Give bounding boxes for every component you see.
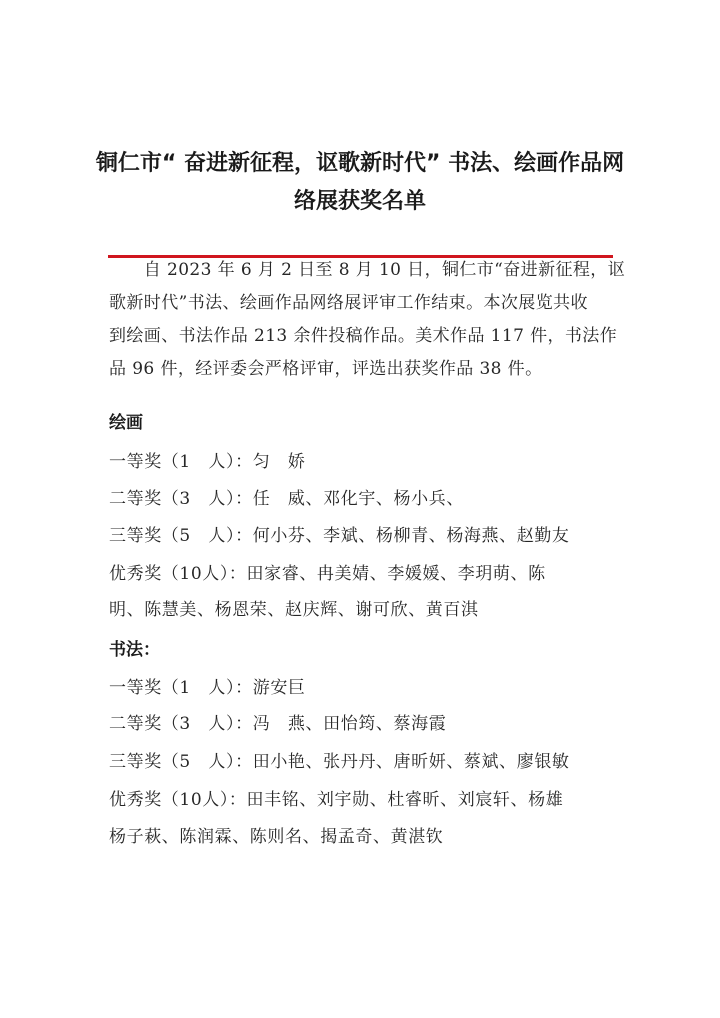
intro-paragraph-line-2: 歌新时代”书法、绘画作品网络展评审工作结束。本次展览共收 [109,293,588,313]
page-title-line-1: 铜仁市“ 奋进新征程，讴歌新时代” 书法、绘画作品网 [95,151,625,176]
calligraphy-first-prize: 一等奖（1 人）：游安巨 [109,678,306,698]
painting-second-prize: 二等奖（3 人）：任 威、邓化宇、杨小兵、 [109,489,464,509]
calligraphy-second-prize: 二等奖（3 人）：冯 燕、田怡筠、蔡海霞 [109,714,447,734]
calligraphy-excellence-award: 优秀奖（10人）：田丰铭、刘宇勋、杜睿昕、刘宸轩、杨雄 [109,790,564,810]
calligraphy-section-heading: 书法： [109,640,160,660]
painting-excellence-award: 优秀奖（10人）：田家睿、冉美婧、李媛媛、李玥萌、陈 [109,564,546,584]
painting-first-prize: 一等奖（1 人）：匀 娇 [109,452,306,472]
page-title-line-2: 络展获奖名单 [293,189,426,214]
painting-excellence-award-cont: 明、陈慧美、杨恩荣、赵庆辉、谢可欣、黄百淇 [109,600,479,620]
painting-third-prize: 三等奖（5 人）：何小芬、李斌、杨柳青、杨海燕、赵勤友 [109,526,570,546]
calligraphy-third-prize: 三等奖（5 人）：田小艳、张丹丹、唐昕妍、蔡斌、廖银敏 [109,752,570,772]
calligraphy-excellence-award-cont: 杨子萩、陈润霖、陈则名、揭孟奇、黄湛钦 [109,827,444,847]
intro-paragraph-line-1: 自 2023 年 6 月 2 日至 8 月 10 日，铜仁市“奋进新征程，讴 [109,260,626,280]
painting-section-heading: 绘画 [109,413,143,433]
intro-paragraph-line-3: 到绘画、书法作品 213 余件投稿作品。美术作品 117 件，书法作 [109,326,618,346]
intro-paragraph-line-4: 品 96 件，经评委会严格评审，评选出获奖作品 38 件。 [109,359,543,379]
